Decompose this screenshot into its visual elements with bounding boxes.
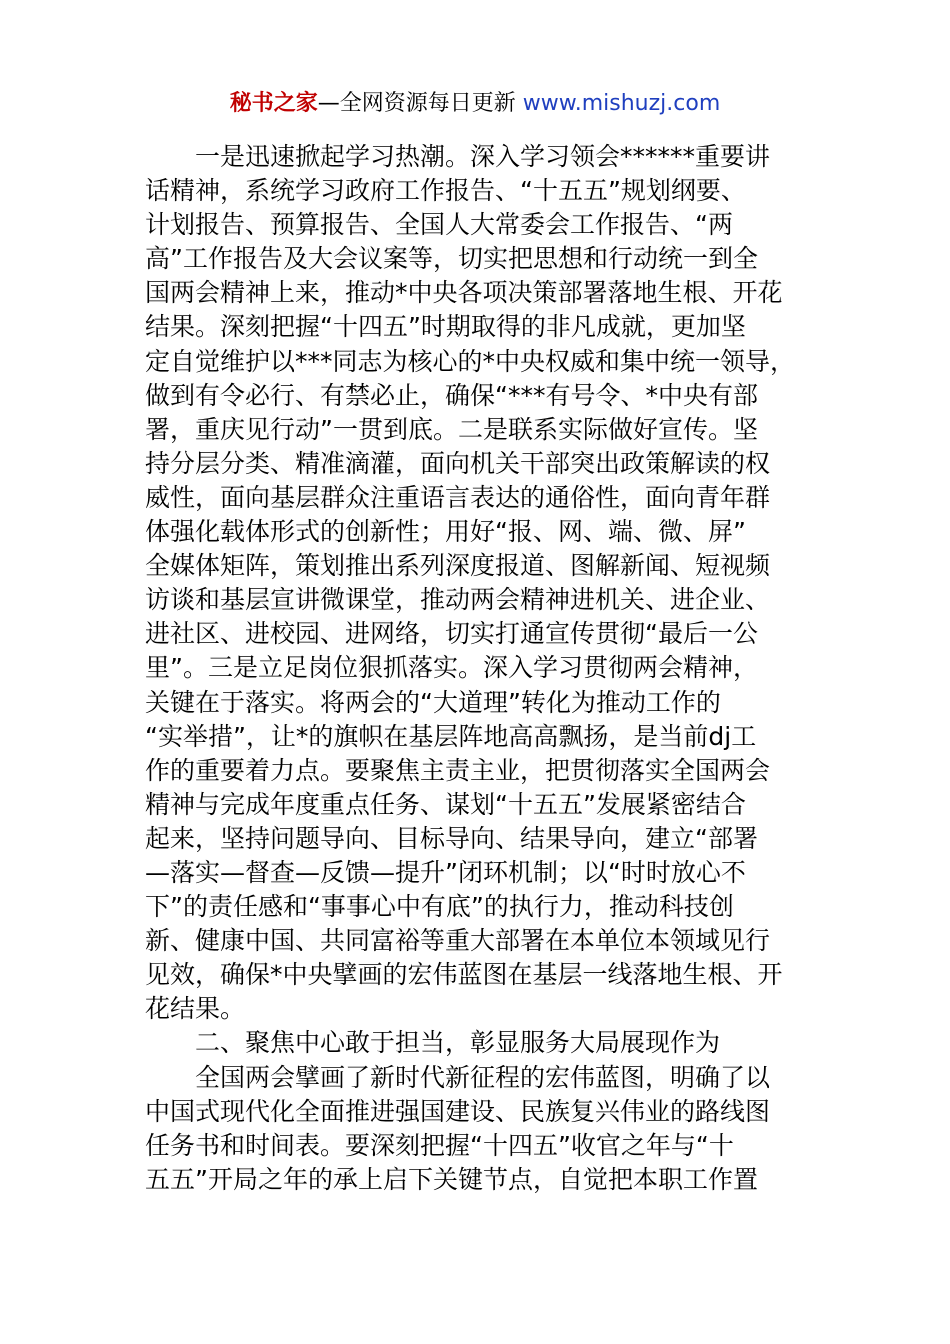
text-line: 署，重庆见行动”一贯到底。二是联系实际做好宣传。坚 xyxy=(145,414,758,444)
text-line: 高”工作报告及大会议案等，切实把思想和行动统一到全 xyxy=(145,244,758,274)
text-line: 关键在于落实。将两会的“大道理”转化为推动工作的 xyxy=(145,687,721,717)
brand-name: 秘书之家 xyxy=(229,91,318,116)
text-line: 定自觉维护以***同志为核心的*中央权威和集中统一领导， xyxy=(145,346,796,376)
text-line: 花结果。 xyxy=(145,994,246,1024)
section-heading: 二、聚焦中心敢于担当，彰显服务大局展现作为 xyxy=(195,1028,721,1058)
text-line: 里”。三是立足岗位狠抓落实。深入学习贯彻两会精神， xyxy=(145,653,758,683)
text-line: 持分层分类、精准滴灌，面向机关干部突出政策解读的权 xyxy=(145,448,771,478)
text-line: 威性，面向基层群众注重语言表达的通俗性，面向青年群 xyxy=(145,482,771,512)
text-line: 任务书和时间表。要深刻把握“十四五”收官之年与“十 xyxy=(145,1130,734,1160)
text-line: 一是迅速掀起学习热潮。深入学习领会******重要讲 xyxy=(195,142,771,171)
text-line: “实举措”，让*的旗帜在基层阵地高高飘扬，是当前dj工 xyxy=(145,721,757,751)
text-line: 进社区、进校园、进网络，切实打通宣传贯彻“最后一公 xyxy=(145,619,758,649)
text-line: —落实—督查—反馈—提升”闭环机制；以“时时放心不 xyxy=(145,857,746,887)
text-line: 下”的责任感和“事事心中有底”的执行力，推动科技创 xyxy=(145,892,734,922)
text-line: 起来，坚持问题导向、目标导向、结果导向，建立“部署 xyxy=(145,823,758,853)
text-line: 精神与完成年度重点任务、谋划“十五五”发展紧密结合 xyxy=(145,789,746,819)
text-line: 国两会精神上来，推动*中央各项决策部署落地生根、开花 xyxy=(145,278,783,308)
text-line: 访谈和基层宣讲微课堂，推动两会精神进机关、进企业、 xyxy=(145,585,771,615)
text-line: 见效，确保*中央擘画的宏伟蓝图在基层一线落地生根、开 xyxy=(145,960,783,990)
header-tagline: —全网资源每日更新 xyxy=(317,91,523,116)
text-line: 体强化载体形式的创新性；用好“报、网、端、微、屏” xyxy=(145,517,746,547)
document-body xyxy=(145,140,815,1197)
text-line: 全国两会擘画了新时代新征程的宏伟蓝图，明确了以 xyxy=(195,1062,771,1092)
text-line: 结果。深刻把握“十四五”时期取得的非凡成就，更加坚 xyxy=(145,312,746,342)
text-line: 做到有令必行、有禁必止，确保“***有号令、*中央有部 xyxy=(145,380,758,410)
text-line: 中国式现代化全面推进强国建设、民族复兴伟业的路线图 xyxy=(145,1096,771,1126)
text-line: 作的重要着力点。要聚焦主责主业，把贯彻落实全国两会 xyxy=(145,755,771,785)
site-header xyxy=(0,88,950,120)
site-url[interactable]: www.mishuzj.com xyxy=(522,91,721,116)
text-line: 五五”开局之年的承上启下关键节点，自觉把本职工作置 xyxy=(145,1164,758,1194)
text-line: 计划报告、预算报告、全国人大常委会工作报告、“两 xyxy=(145,210,733,240)
text-line: 话精神，系统学习政府工作报告、“十五五”规划纲要、 xyxy=(145,176,746,206)
text-line: 全媒体矩阵，策划推出系列深度报道、图解新闻、短视频 xyxy=(145,551,771,581)
text-line: 新、健康中国、共同富裕等重大部署在本单位本领域见行 xyxy=(145,926,771,956)
